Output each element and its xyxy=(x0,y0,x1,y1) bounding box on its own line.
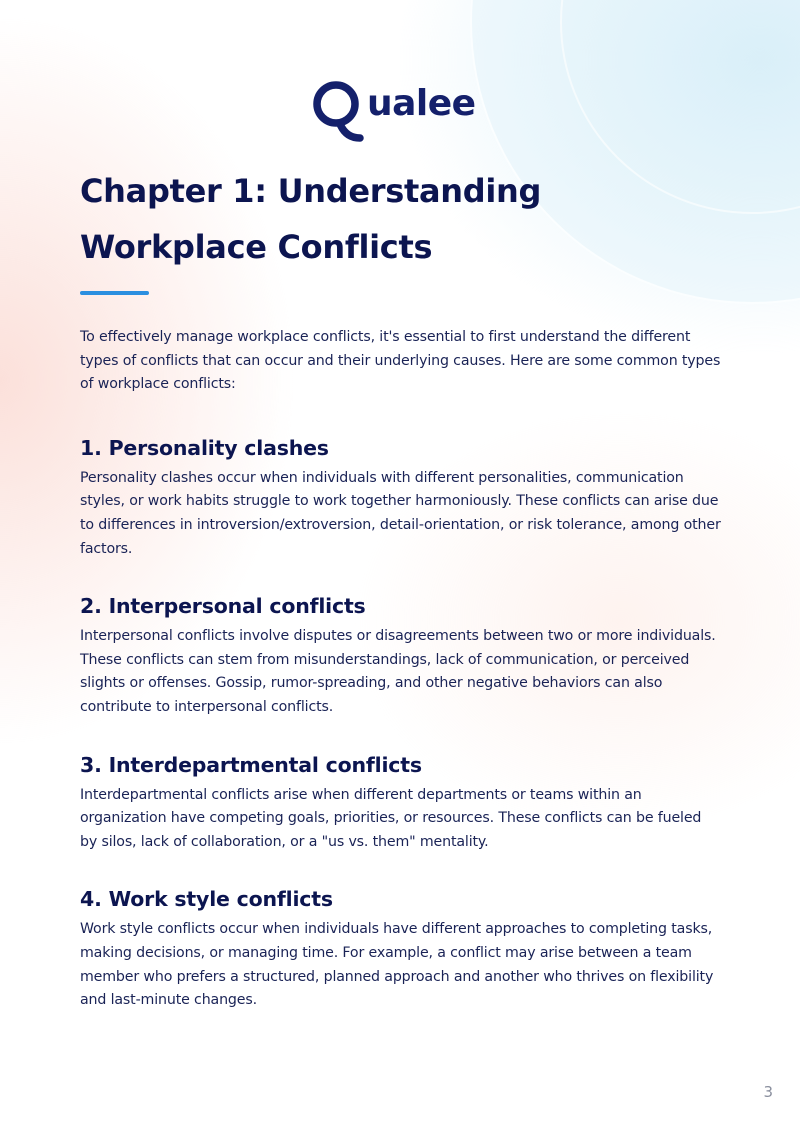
page-number: 3 xyxy=(763,1083,773,1101)
section-work-style-conflicts xyxy=(80,885,722,1012)
logo-wordmark: ualee xyxy=(367,83,476,124)
chapter-title: Chapter 1: Understanding Workplace Conflicts xyxy=(80,172,542,266)
chapter-content xyxy=(80,326,722,1044)
section-body: Work style conflicts occur when individuals have different approaches to completing tasks, making decisions, or managing time. For example, a conflict may arise between a team member who prefers a structured, planned approach and another who thrives on flexibility and last-minute changes. xyxy=(80,921,714,1009)
section-interpersonal-conflicts xyxy=(80,592,722,719)
qualee-logo xyxy=(310,78,490,144)
section-personality-clashes xyxy=(80,434,722,561)
title-underline xyxy=(80,291,149,295)
intro-paragraph: To effectively manage workplace conflicts, it's essential to first understand the different types of conflicts that can occur and their underlying causes. Here are some common types of workplace conflicts: xyxy=(80,329,721,393)
section-heading: 1. Personality clashes xyxy=(80,435,329,460)
section-body: Interpersonal conflicts involve disputes or disagreements between two or more individuals. These conflicts can stem from misunderstandings, lack of communication, or perceived slights or offenses. Gossip, rumor-spreading, and other negative behaviors can also contribute to interpersonal conflicts. xyxy=(80,628,716,715)
section-heading: 4. Work style conflicts xyxy=(80,887,333,912)
section-interdepartmental-conflicts xyxy=(80,751,722,855)
section-heading: 2. Interpersonal conflicts xyxy=(80,594,366,619)
logo-graphic xyxy=(310,78,490,144)
section-heading: 3. Interdepartmental conflicts xyxy=(80,752,422,777)
section-body: Personality clashes occur when individuals with different personalities, communication styles, or work habits struggle to work together harmoniously. These conflicts can arise due to differences in introversion/extroversion, detail-orientation, or risk tolerance, among other factors. xyxy=(80,469,721,557)
section-body: Interdepartmental conflicts arise when different departments or teams within an organization have competing goals, priorities, or resources. These conflicts can be fueled by silos, lack of collaboration, or a "us vs. them" mentality. xyxy=(80,786,702,850)
